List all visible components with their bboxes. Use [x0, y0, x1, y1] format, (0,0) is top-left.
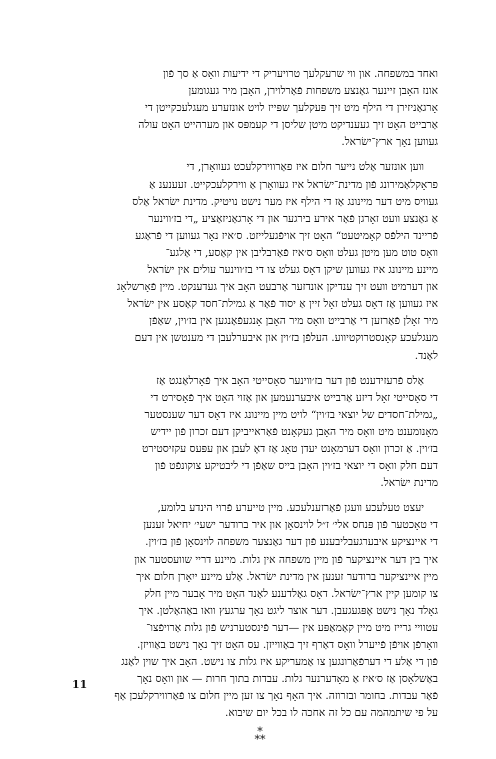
- text-line: אָרגאַניזירן די הילף מיט זיך פּעקלעך שפּייז לויט אונזערע מעגלעכקייטן די: [144, 102, 438, 115]
- text-line: וואָרפֿן אויפֿן פֿייערל וואָס דאַרף זיך באַווייזן. עס האָט זיך נאָך נישט באַוויזן.: [137, 639, 438, 651]
- paragraph-2: [66, 159, 438, 364]
- text-line: פֿריינד הילפֿס קאָמיטעט“ האָט זיך אויפֿגעלייזט. ס׳איז נאָר געווען די פֿראַגע: [135, 229, 438, 242]
- text-line: לאַנד.: [414, 349, 438, 362]
- text-line: מיר זאָלן פֿאַרזען די אַרבייט וואָס מיר האָבן אָנגעפֿאַנגען אין בז׳וין, שאַפֿן: [149, 315, 438, 328]
- text-line: אַ גאַנצע וועט זאָרגן פֿאַר אירע בירגער און די אָרגאַניזאַציע „די בז׳ווינער: [148, 212, 438, 225]
- document-page: [66, 66, 438, 747]
- text-line: פֿון די אַלע די דערפֿאַרונגען צו אַמעריקע איז גלות צו נישט. האָב איך שוין לאַנג: [121, 656, 438, 669]
- text-line: צו קומען קיין ארץ־ישׂראל. דאָס גאַלדענע לאַנד האָט מיר אָבער מיין חלק: [144, 587, 438, 600]
- text-line: מאָנומענט מיט וואָס מיר האָבן געקאָנט פֿאַראייביקן דעם זכרון פֿון יידיש: [150, 425, 438, 438]
- asterism: * **: [254, 725, 266, 747]
- text-line: פֿאַר עבדות. בחומר ובזרוזה. איך האָף נאָך צו זען מיין חלום צו פֿאַרווירקלעכן אַף: [114, 690, 438, 703]
- text-line: אַלס פֿרעזידענט פֿון דער בז׳ווינער סאָסייטי האָב איך פֿאָרלאַנגט אַז: [156, 374, 424, 387]
- text-line: איז געווען אַז דאָס געלט זאָל זיין אַ יסוד פֿאַר אַ גמילת־חסד קאַסע אין ישׂראל: [127, 298, 438, 311]
- text-line: ואחד במשפחה. און ווי שרעקלעך טרויעריק די ידיעות וואָס אַ סך פֿון: [163, 68, 438, 80]
- text-line: פראָקלאַמירונג פֿון מדינת־ישׂראל איז געוואָרן אַ ווירקלעכקייט. זעענענ אַ: [149, 178, 438, 191]
- text-line: מדינת ישׂראל.: [380, 477, 438, 490]
- paragraph-3: [66, 373, 438, 493]
- text-line: וואָס טוט מען מיטן געלט וואָס ס׳איז פֿאַרבליבן אין קאַסע, די אַלגע־: [165, 246, 438, 259]
- text-line: באַשלאָסן אַז ס׳איז אַ מאָדערנער גלות. עבדות בתוך חרות — און וואָס נאָך: [137, 673, 438, 686]
- text-line: עטוויי גרייז מיט מיין קאַמאַפּע אין —דער פֿינסטערניש פֿון גלות אַרויפֿצו־: [146, 621, 438, 634]
- text-line: געוויס מיט דער מיינונג אַז די הילף איז מער נישט נויטיק. מדינת ישׂראל אַלס: [132, 195, 438, 208]
- page-number: 11: [72, 678, 88, 691]
- text-line: אַרבייט האָט זיך געענדיקט מיטן שליסן די קעמפּס און מערהייט האָט עולה: [138, 119, 438, 132]
- text-line: דעם חלק וואָס די יוצאי בז׳וין האָבן בייס שאַפֿן די ליבטיקע צוקונפֿט פֿון: [154, 460, 438, 473]
- text-line: און דערמיט וועט זיך ענדיקן אונדזער אַרבעט האָב איך געדענקט. מיין פֿאָרשלאָג: [116, 281, 438, 294]
- text-line: על פי שיתמהמה עם כל זה אחכה לו בכל יום שיבוא.: [225, 707, 438, 720]
- text-line: מיין איינציקער ברודער זענען אין מדינת ישׂראל. אַלע מיינע ייִאָרן חלום איך: [136, 570, 438, 583]
- text-line: אונז האָבן זיינער גאַנצע משפחות פֿאַרלוירן, האָבן מיר געגומען: [188, 85, 438, 98]
- text-line: יעצט טעלעכע וועגן פֿאַרזענלעכע. מיין טייערע פֿרוי הינדע בלומע,: [157, 502, 424, 515]
- text-line: ווען אונזער אַלט נייער חלום איז פאַרווירקלעכט געוואָרן, די: [186, 161, 424, 174]
- text-line: מעגלעכע קאָנסטרוקטיווע. העלפֿן בז׳וין און איבערלעבן די מענטשן אין דעם: [134, 332, 438, 345]
- text-line: די איינציקע איבערגעבליבענע פֿון דער גאַנצער משפחה לוינסאָן פֿון בז׳וין.: [145, 536, 438, 549]
- paragraph-4: [66, 500, 438, 722]
- text-line: מיינע מיינונג איז געווען שיקן דאָס געלט צו די בז׳ווינער עולים אין ישׂראל: [147, 264, 438, 277]
- paragraph-1: [66, 66, 438, 151]
- text-line: די סאָסייטי זאָל דיזע אַרבייט איבערנעמען און אַזוי האָט איך פֿאָסירט די: [150, 391, 438, 404]
- text-line: די טאָכטער פֿון פּנחס אלי׳ ז״ל לוינסאָן און איר ברודער ישעי׳ יחיאל זענען: [143, 519, 438, 532]
- text-line: גאָלד נאָך נישט אָפּגעגעבן. דער אוצר ליגט נאָך ערגעץ וואו באַהאַלטן. איך: [138, 604, 438, 617]
- text-line: איך בין דער איינציקער פֿון מיין משפחה אין גלות. מיינע דריי שוועסטער און: [134, 553, 438, 566]
- text-line: „גמילת־חסדים של יוצאי בז׳וין“ לויט מיין מיינונג איז דאָס דער שענסטער: [144, 408, 438, 421]
- section-ornament: [74, 725, 446, 747]
- text-line: בז׳וין. אַ זכרון וואָס דערמאָנט יעדן טאָג אַז דאָ לעבן און עפּעס עקזיסטירט: [141, 442, 438, 455]
- text-line: געווען נאָך ארץ־ישׂראל.: [341, 136, 438, 149]
